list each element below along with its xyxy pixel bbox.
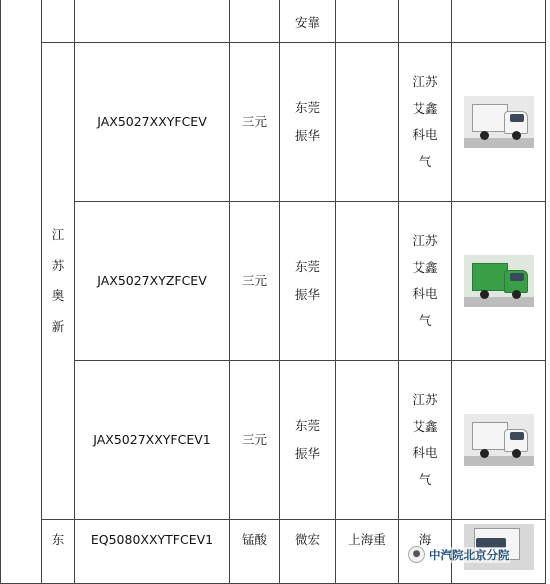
- battery-text: 锰酸: [241, 532, 267, 547]
- model-text: JAX5027XXYFCEV1: [93, 431, 211, 447]
- brand-cell: [42, 43, 75, 520]
- left-margin-cell: [1, 0, 42, 584]
- manufacturer-text: 江苏: [412, 392, 438, 407]
- controller-cell: [336, 0, 399, 43]
- image-cell: [452, 202, 546, 361]
- battery-text: 三元: [241, 272, 267, 288]
- manufacturer-text: 海: [418, 532, 432, 547]
- model-cell: [75, 0, 230, 43]
- motor-maker-text: 振华: [294, 287, 320, 302]
- wechat-watermark: [408, 546, 510, 563]
- brand-char: 苏: [51, 257, 65, 273]
- brand-char: 奥: [51, 288, 65, 303]
- manufacturer-text: 艾鑫: [412, 100, 438, 116]
- manufacturer-text: 科电: [412, 127, 438, 142]
- model-cell: [75, 520, 230, 584]
- manufacturer-text: 气: [418, 153, 432, 169]
- controller-cell: [336, 520, 399, 584]
- white-box-van-image: [464, 414, 534, 466]
- motor-maker-cell: [280, 520, 336, 584]
- motor-maker-cell: [280, 202, 336, 361]
- motor-maker-text: 安靠: [294, 14, 320, 30]
- battery-cell: [230, 202, 280, 361]
- motor-maker-text: 振华: [294, 446, 320, 461]
- image-cell: [452, 0, 546, 43]
- motor-maker-cell: [280, 43, 336, 202]
- manufacturer-text: 江苏: [412, 233, 438, 248]
- table-row: [1, 43, 546, 202]
- green-garbage-truck-image: [464, 255, 534, 307]
- battery-text: 三元: [241, 113, 267, 129]
- model-text: JAX5027XYZFCEV: [97, 272, 207, 288]
- model-cell: [75, 43, 230, 202]
- brand-cell: [42, 0, 75, 43]
- manufacturer-cell: [399, 0, 452, 43]
- controller-text: 上海重: [348, 532, 386, 547]
- table-row: [1, 0, 546, 43]
- battery-cell: [230, 0, 280, 43]
- model-cell: [75, 361, 230, 520]
- manufacturer-cell: [399, 202, 452, 361]
- wechat-icon: ●: [408, 546, 425, 563]
- battery-cell: [230, 361, 280, 520]
- manufacturer-cell: [399, 43, 452, 202]
- manufacturer-text: 艾鑫: [412, 259, 438, 275]
- motor-maker-text: 东莞: [294, 258, 320, 274]
- brand-char: 新: [51, 318, 65, 334]
- table-row: [1, 361, 546, 520]
- manufacturer-cell: [399, 361, 452, 520]
- battery-text: 三元: [241, 431, 267, 447]
- image-cell: [452, 361, 546, 520]
- manufacturer-text: 科电: [412, 445, 438, 460]
- controller-cell: [336, 43, 399, 202]
- model-cell: [75, 202, 230, 361]
- battery-cell: [230, 520, 280, 584]
- manufacturer-text: 江苏: [412, 74, 438, 89]
- motor-maker-cell: [280, 0, 336, 43]
- table-row: [1, 202, 546, 361]
- motor-maker-text: 振华: [294, 128, 320, 143]
- motor-maker-text: 东莞: [294, 99, 320, 115]
- manufacturer-text: 气: [418, 471, 432, 487]
- model-text: JAX5027XXYFCEV: [97, 113, 207, 129]
- motor-maker-text: 微宏: [294, 532, 320, 547]
- brand-cell: 东: [42, 520, 75, 584]
- watermark-text: 中汽院北京分院: [429, 547, 510, 562]
- white-box-van-image: [464, 96, 534, 148]
- model-text: EQ5080XXYTFCEV1: [90, 532, 214, 547]
- manufacturer-text: 科电: [412, 286, 438, 301]
- manufacturer-text: 气: [418, 312, 432, 328]
- brand-char: 江: [51, 227, 65, 242]
- controller-cell: [336, 202, 399, 361]
- image-cell: [452, 43, 546, 202]
- controller-cell: [336, 361, 399, 520]
- battery-cell: [230, 43, 280, 202]
- manufacturer-text: 艾鑫: [412, 418, 438, 434]
- motor-maker-cell: [280, 361, 336, 520]
- motor-maker-text: 东莞: [294, 417, 320, 433]
